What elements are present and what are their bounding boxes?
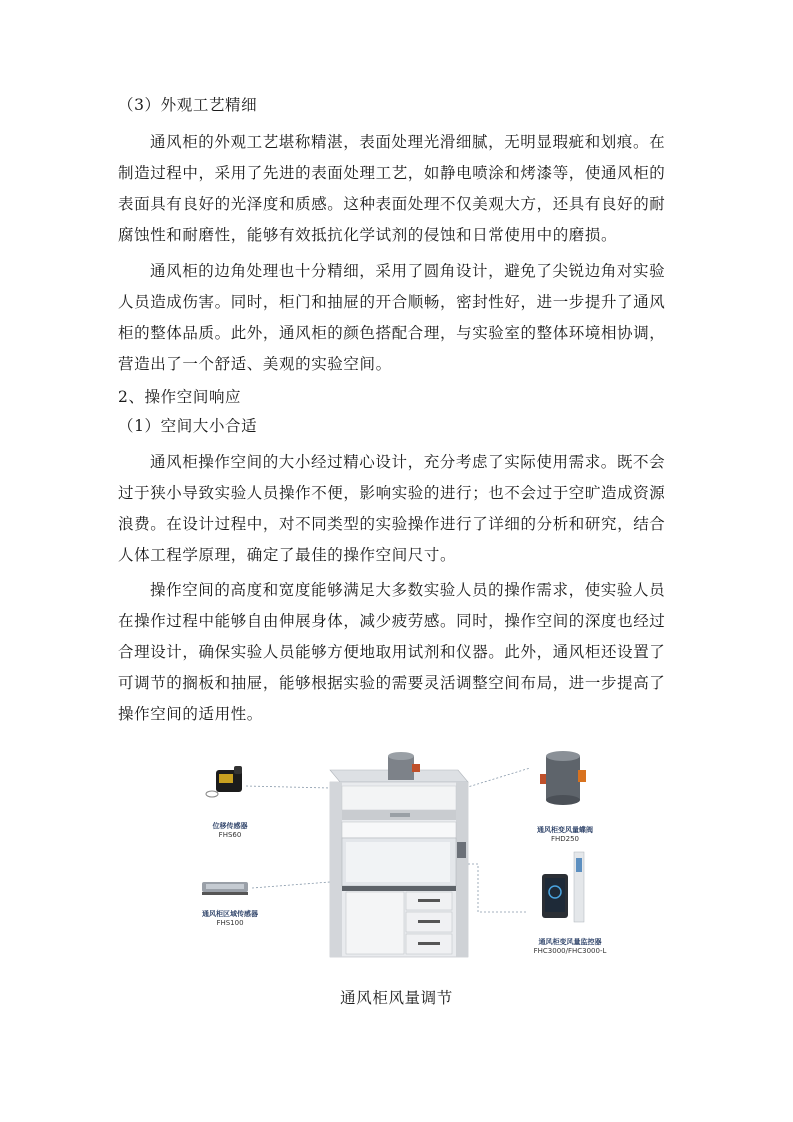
- section-heading-3: （3）外观工艺精细: [118, 96, 258, 114]
- area-sensor-label: 通风柜区域传感器 FHS100: [202, 910, 258, 927]
- paragraph-line: 柜的整体品质。此外，通风柜的颜色搭配合理，与实验室的整体环境相协调，: [118, 324, 666, 342]
- fume-hood-body: [330, 752, 468, 957]
- paragraph-line: 通风柜的外观工艺堪称精湛，表面处理光滑细腻，无明显瑕疵和划痕。在: [150, 133, 666, 151]
- figure-caption: 通风柜风量调节: [340, 989, 453, 1007]
- section-heading-2: 2、操作空间响应: [118, 388, 242, 406]
- sensor-label: 位移传感器 FHS60: [212, 822, 248, 839]
- paragraph-line: 人员造成伤害。同时，柜门和抽屉的开合顺畅，密封性好，进一步提升了通风: [118, 293, 666, 311]
- valve-label: 通风柜变风量蝶阀 FHD250: [537, 826, 593, 843]
- displacement-sensor-icon: [206, 766, 242, 797]
- paragraph-line: 在操作过程中能够自由伸展身体，减少疲劳感。同时，操作空间的深度也经过: [118, 612, 666, 630]
- paragraph-line: 过于狭小导致实验人员操作不便，影响实验的进行；也不会过于空旷造成资源: [118, 484, 666, 502]
- paragraph-line: 通风柜操作空间的大小经过精心设计，充分考虑了实际使用需求。既不会: [150, 453, 666, 471]
- paragraph-line: 表面具有良好的光泽度和质感。这种表面处理不仅美观大方，还具有良好的耐: [118, 195, 666, 213]
- paragraph-line: 操作空间的适用性。: [118, 705, 263, 723]
- section-heading-1: （1）空间大小合适: [118, 417, 258, 435]
- controller-panel-icon: [542, 852, 584, 922]
- fume-hood-figure: [190, 742, 630, 972]
- paragraph-line: 人体工程学原理，确定了最佳的操作空间尺寸。: [118, 546, 457, 564]
- paragraph-line: 可调节的搁板和抽屉，能够根据实验的需要灵活调整空间布局，进一步提高了: [118, 674, 666, 692]
- paragraph-line: 腐蚀性和耐磨性，能够有效抵抗化学试剂的侵蚀和日常使用中的磨损。: [118, 226, 618, 244]
- paragraph-line: 操作空间的高度和宽度能够满足大多数实验人员的操作需求，使实验人员: [150, 581, 666, 599]
- area-sensor-icon: [202, 882, 248, 895]
- paragraph-line: 通风柜的边角处理也十分精细，采用了圆角设计，避免了尖锐边角对实验: [150, 262, 666, 280]
- controller-label: 通风柜变风量监控器 FHC3000/FHC3000-L: [533, 938, 607, 955]
- paragraph-line: 营造出了一个舒适、美观的实验空间。: [118, 355, 392, 373]
- butterfly-valve-icon: [540, 751, 586, 805]
- paragraph-line: 制造过程中，采用了先进的表面处理工艺，如静电喷涂和烤漆等，使通风柜的: [118, 164, 666, 182]
- paragraph-line: 浪费。在设计过程中，对不同类型的实验操作进行了详细的分析和研究，结合: [118, 515, 666, 533]
- paragraph-line: 合理设计，确保实验人员能够方便地取用试剂和仪器。此外，通风柜还设置了: [118, 643, 666, 661]
